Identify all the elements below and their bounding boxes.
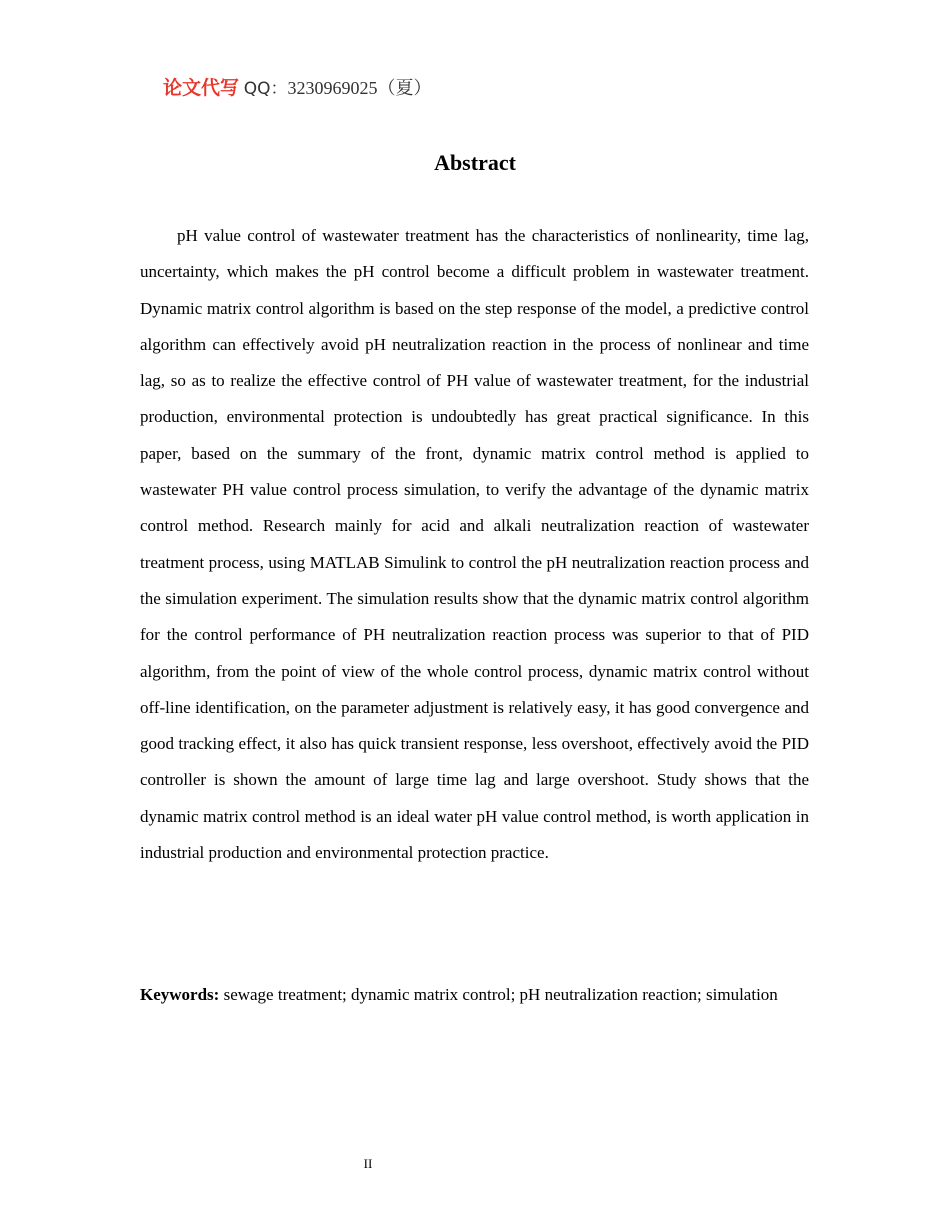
watermark-cn-text: 论文代写: [163, 77, 240, 99]
keywords-label: Keywords:: [140, 985, 220, 1004]
keywords-text: sewage treatment; dynamic matrix control; pH neutralization reaction; simulation: [219, 985, 778, 1004]
watermark-qq-label: QQ：: [243, 79, 288, 99]
page-title: Abstract: [434, 150, 516, 175]
watermark-contact: [163, 74, 432, 102]
abstract-paragraph: pH value control of wastewater treatment has the characteristics of nonlinearity, time lag, uncertainty, which makes the pH control become a difficult problem in wastewater treatment. Dynamic matrix control algorithm is based on the step response of the model, a predictive control algorithm can effectively avoid pH neutralization reaction in the process of nonlinear and time lag, so as to realize the effective control of PH value of wastewater treatment, for the industrial production, environmental protection is undoubtedly has great practical significance. In this paper, based on the summary of the front, dynamic matrix control method is applied to wastewater PH value control process simulation, to verify the advantage of the dynamic matrix control method. Research mainly for acid and alkali neutralization reaction of wastewater treatment process, using MATLAB Simulink to control the pH neutralization reaction process and the simulation experiment. The simulation results show that the dynamic matrix control algorithm for the control performance of PH neutralization reaction process was superior to that of PID algorithm, from the point of view of the whole control process, dynamic matrix control without off-line identification, on the parameter adjustment is relatively easy, it has good convergence and good tracking effect, it also has quick transient response, less overshoot, effectively avoid the PID controller is shown the amount of large time lag and large overshoot. Study shows that the dynamic matrix control method is an ideal water pH value control method, is worth application in industrial production and environmental protection practice.: [140, 226, 809, 863]
keywords-line: [140, 977, 809, 1013]
watermark-qq-number: 3230969025（夏）: [287, 78, 432, 98]
page-number: II: [363, 1156, 373, 1171]
